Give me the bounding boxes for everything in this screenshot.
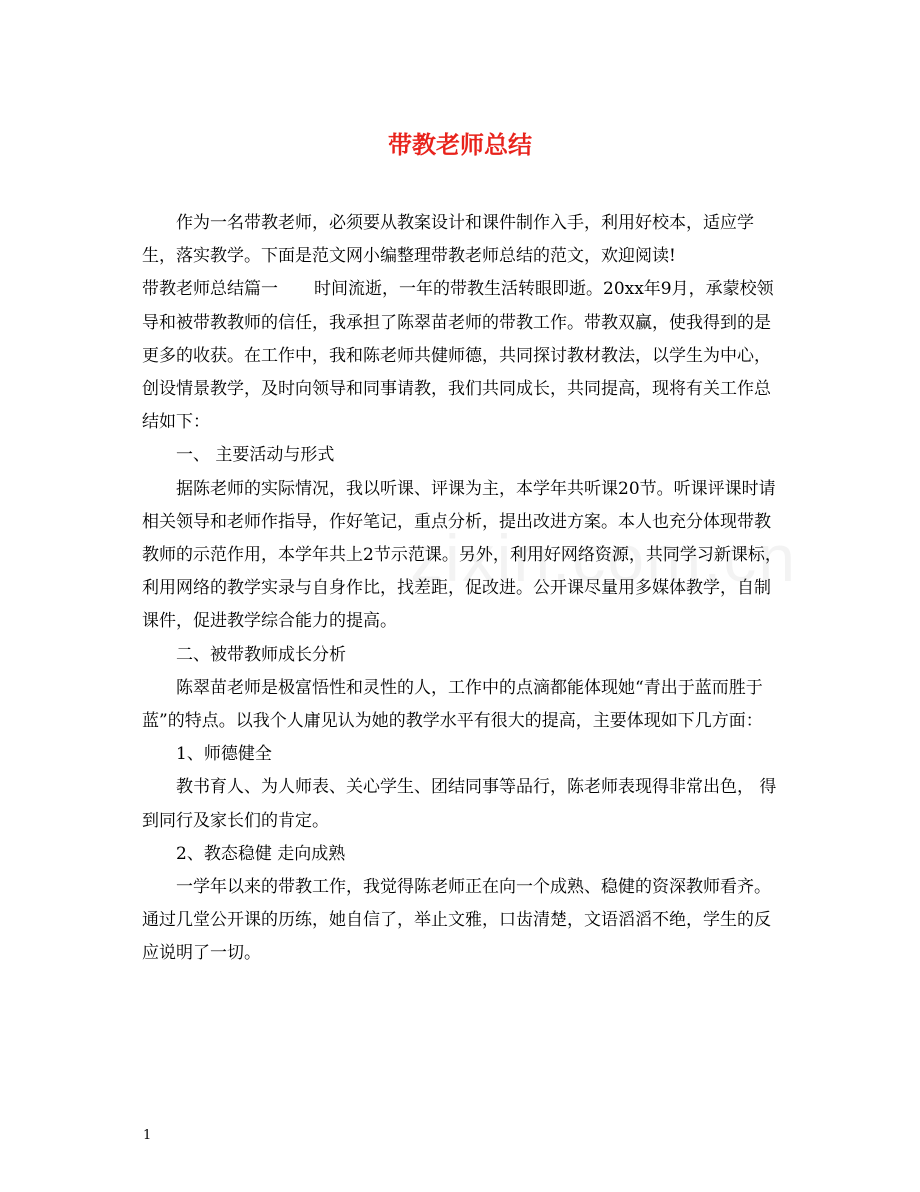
paragraph-ethics: 教书育人、为人师表、关心学生、团结同事等品行，陈老师表现得非常出色， 得到同行及家长们的肯定。: [142, 777, 777, 831]
heading-ethics: 1、师德健全: [176, 744, 272, 765]
page-number: 1: [143, 1128, 152, 1143]
heading-main-activities: 一、 主要活动与形式: [176, 445, 335, 466]
paragraph-teaching-manner: 一学年以来的带教工作，我觉得陈老师正在向一个成熟、稳健的资深教师看齐。通过几堂公开课的历练，她自信了，举止文雅，口齿清楚，文语滔滔不绝，学生的反应说明了一切。: [142, 877, 771, 964]
section-paragraph: [142, 273, 782, 439]
section-text: 时间流逝，一年的带教生活转眼即逝。20xx年9月，承蒙校领导和被带教教师的信任，我承担了陈翠苗老师的带教工作。带教双赢，使我得到的是更多的收获。在工作中，我和陈老师共健师德，共同探讨教材教法，以学生为中心，创设情景教学，及时向领导和同事请教，我们共同成长，共同提高，现将有关工作总结如下：: [142, 279, 774, 433]
heading-teaching-manner: 2、教态稳健 走向成熟: [176, 843, 346, 864]
section-label: 带教老师总结篇一: [142, 279, 278, 300]
paragraph-main-activities: 据陈老师的实际情况，我以听课、评课为主，本学年共听课20节。听课评课时请相关领导和老师作指导，作好笔记，重点分析，提出改进方案。本人也充分体现带教教师的示范作用，本学年共上2节示范课。另外，利用好网络资源，共同学习新课标，利用网络的教学实录与自身作比，找差距，促改进。公开课尽量用多媒体教学，自制课件，促进教学综合能力的提高。: [142, 478, 782, 632]
intro-paragraph: 作为一名带教老师，必须要从教案设计和课件制作入手，利用好校本，适应学生，落实教学。下面是范文网小编整理带教老师总结的范文，欢迎阅读!: [142, 213, 754, 267]
heading-growth-analysis: 二、被带教师成长分析: [176, 644, 346, 665]
document-title: 带教老师总结: [388, 130, 532, 159]
paragraph-growth-analysis: 陈翠苗老师是极富悟性和灵性的人，工作中的点滴都能体现她“青出于蓝而胜于蓝”的特点。以我个人庸见认为她的教学水平有很大的提高，主要体现如下几方面：: [142, 677, 763, 732]
document-body: [142, 207, 782, 971]
